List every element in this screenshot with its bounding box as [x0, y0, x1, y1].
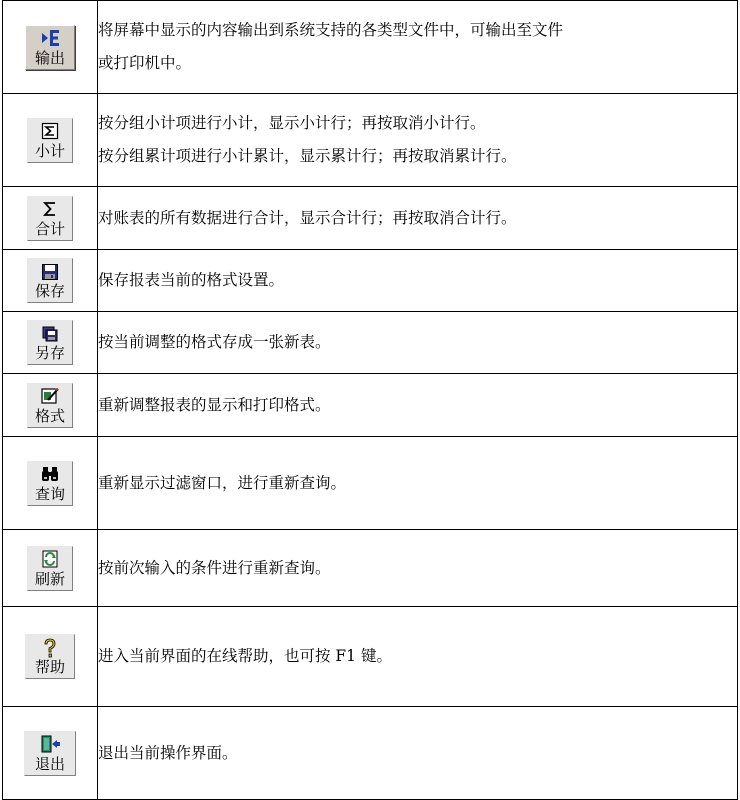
icon-cell [3, 1, 98, 94]
refresh-label: 刷新 [34, 569, 65, 588]
icon-cell [3, 312, 98, 374]
description-line: 重新调整报表的显示和打印格式。 [98, 395, 331, 414]
format-label: 格式 [34, 406, 65, 425]
table-row [3, 94, 738, 187]
save-button[interactable] [27, 258, 73, 303]
description-cell [98, 374, 738, 437]
description-cell [98, 437, 738, 530]
description-cell [98, 607, 738, 707]
icon-cell [3, 374, 98, 437]
description-line: 将屏幕中显示的内容输出到系统支持的各类型文件中，可输出至文件 [98, 21, 564, 39]
table-row [3, 530, 738, 607]
table-row [3, 607, 738, 707]
description-cell [98, 707, 738, 800]
table-row [3, 1, 738, 94]
exit-button[interactable] [24, 731, 76, 776]
description-cell [98, 94, 738, 187]
refresh-button[interactable] [27, 546, 73, 591]
exit-label: 退出 [34, 754, 65, 773]
binoculars-icon [30, 463, 70, 485]
icon-cell [3, 94, 98, 187]
refresh-icon [30, 548, 70, 570]
subtotal-label: 小计 [34, 141, 65, 160]
table-row [3, 187, 738, 250]
description-line: 按分组累计项进行小计累计，显示累计行；再按取消累计行。 [98, 147, 517, 165]
subtotal-icon [30, 120, 70, 142]
sum-button[interactable] [27, 196, 73, 241]
description-line: 按分组小计项进行小计，显示小计行；再按取消小计行。 [98, 114, 486, 132]
save-as-button[interactable] [27, 320, 73, 365]
export-label: 输出 [34, 48, 65, 67]
toolbar-reference-table [2, 0, 738, 800]
description-line: 或打印机中。 [98, 54, 192, 72]
subtotal-button[interactable] [27, 118, 73, 163]
sum-label: 合计 [34, 219, 65, 238]
description-line: 保存报表当前的格式设置。 [98, 271, 285, 289]
icon-cell [3, 530, 98, 607]
table-row [3, 374, 738, 437]
save-label: 保存 [34, 282, 65, 300]
table-row [3, 250, 738, 312]
description-cell [98, 530, 738, 607]
icon-cell [3, 707, 98, 800]
help-button[interactable] [25, 634, 75, 679]
icon-cell [3, 437, 98, 530]
description-cell [98, 250, 738, 312]
table-row [3, 707, 738, 800]
icon-cell [3, 187, 98, 250]
table-row [3, 312, 738, 374]
description-line: 重新显示过滤窗口，进行重新查询。 [98, 473, 347, 492]
export-icon [28, 27, 72, 49]
description-line: 按前次输入的条件进行重新查询。 [98, 558, 331, 577]
description-line: 进入当前界面的在线帮助，也可按 F1 键。 [98, 647, 392, 665]
save-icon [30, 260, 70, 282]
description-line: 退出当前操作界面。 [98, 743, 238, 762]
table-row [3, 437, 738, 530]
export-button[interactable] [25, 25, 75, 70]
sum-icon [30, 198, 70, 220]
description-line: 对账表的所有数据进行合计，显示合计行；再按取消合计行。 [98, 208, 517, 227]
save-as-icon [30, 322, 70, 344]
description-cell [98, 312, 738, 374]
format-icon [30, 385, 70, 407]
description-line: 按当前调整的格式存成一张新表。 [98, 333, 331, 351]
query-label: 查询 [34, 484, 65, 503]
exit-icon [27, 733, 73, 755]
description-cell [98, 1, 738, 94]
format-button[interactable] [27, 383, 73, 428]
save-as-label: 另存 [34, 344, 65, 362]
icon-cell [3, 607, 98, 707]
description-cell [98, 187, 738, 250]
help-icon [28, 636, 72, 658]
query-button[interactable] [27, 461, 73, 506]
icon-cell [3, 250, 98, 312]
help-label: 帮助 [34, 658, 65, 676]
